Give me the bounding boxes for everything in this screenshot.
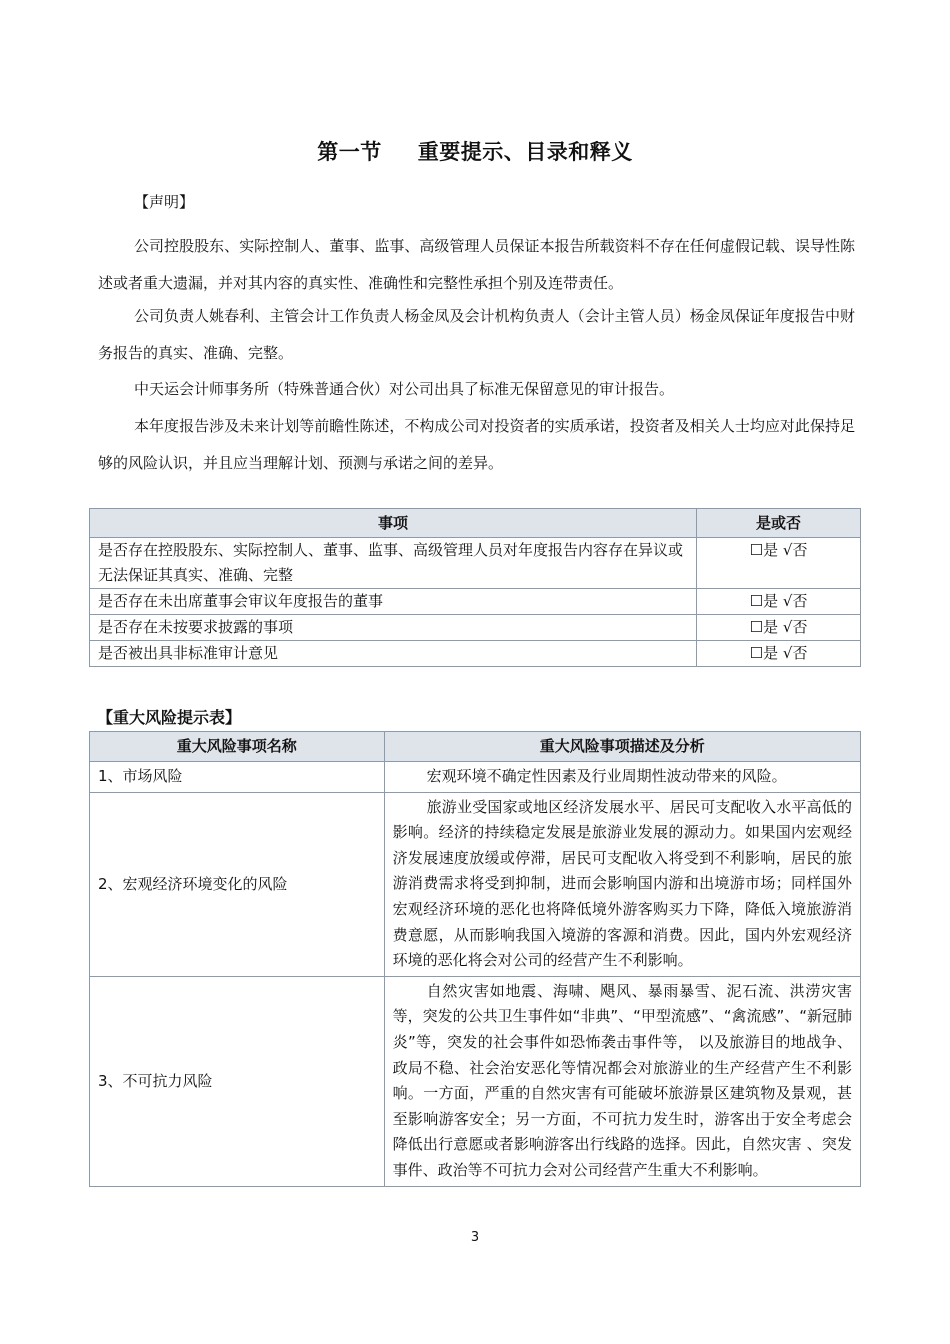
risk-name: 1、市场风险 (90, 762, 385, 793)
column-header-item: 事项 (90, 509, 697, 538)
matter-item: 是否存在未出席董事会审议年度报告的董事 (90, 589, 697, 615)
column-header-risk-name: 重大风险事项名称 (90, 732, 385, 762)
declaration-paragraph: 公司控股股东、实际控制人、董事、监事、高级管理人员保证本报告所载资料不存在任何虚假记载、误导性陈述或者重大遗漏，并对其内容的真实性、准确性和完整性承担个别及连带责任。 (98, 237, 855, 292)
table-row (90, 792, 861, 976)
matter-answer: ☐是 √否 (697, 589, 861, 615)
declaration-heading: 【声明】 (134, 193, 195, 211)
table-header-row (90, 732, 861, 762)
column-header-answer: 是或否 (697, 509, 861, 538)
table-row (90, 641, 861, 667)
risk-description: 旅游业受国家或地区经济发展水平、居民可支配收入水平高低的影响。经济的持续稳定发展是旅游业发展的源动力。如果国内宏观经济发展速度放缓或停滞，居民可支配收入将受到不利影响，居民的旅游消费需求将受到抑制，进而会影响国内游和出境游市场；同样国外宏观经济环境的恶化也将降低境外游客购买力下降，降低入境旅游消费意愿，从而影响我国入境游的客源和消费。因此，国内外宏观经济环境的恶化将会对公司的经营产生不利影响。 (384, 792, 860, 976)
risk-name: 2、宏观经济环境变化的风险 (90, 792, 385, 976)
declaration-paragraph: 公司负责人姚春利、主管会计工作负责人杨金凤及会计机构负责人（会计主管人员）杨金凤保证年度报告中财务报告的真实、准确、完整。 (98, 307, 855, 362)
declaration-paragraph: 中天运会计师事务所（特殊普通合伙）对公司出具了标准无保留意见的审计报告。 (134, 380, 675, 398)
declaration-paragraph: 本年度报告涉及未来计划等前瞻性陈述，不构成公司对投资者的实质承诺，投资者及相关人士均应对此保持足够的风险认识，并且应当理解计划、预测与承诺之间的差异。 (98, 417, 855, 472)
matters-table (89, 508, 861, 667)
matter-answer: ☐是 √否 (697, 538, 861, 589)
section-label: 第一节 (317, 140, 382, 164)
risk-name: 3、不可抗力风险 (90, 976, 385, 1186)
matter-item: 是否存在未按要求披露的事项 (90, 615, 697, 641)
table-row (90, 615, 861, 641)
column-header-risk-desc: 重大风险事项描述及分析 (384, 732, 860, 762)
risk-table-heading: 【重大风险提示表】 (97, 708, 242, 727)
risk-table (89, 731, 861, 1187)
table-row (90, 538, 861, 589)
table-header-row (90, 509, 861, 538)
matter-answer: ☐是 √否 (697, 615, 861, 641)
table-row (90, 762, 861, 793)
matter-answer: ☐是 √否 (697, 641, 861, 667)
table-row (90, 589, 861, 615)
table-row (90, 976, 861, 1186)
section-title (0, 136, 950, 166)
page-number: 3 (470, 1230, 480, 1245)
matter-item: 是否存在控股股东、实际控制人、董事、监事、高级管理人员对年度报告内容存在异议或无法保证其真实、准确、完整 (90, 538, 697, 589)
risk-description: 自然灾害如地震、海啸、飓风、暴雨暴雪、泥石流、洪涝灾害等，突发的公共卫生事件如“非典”、“甲型流感”、“禽流感”、“新冠肺炎”等，突发的社会事件如恐怖袭击事件等， 以及旅游目的地战争、政局不稳、社会治安恶化等情况都会对旅游业的生产经营产生不利影响。一方面，严重的自然灾害有可能破坏旅游景区建筑物及景观，甚至影响游客安全；另一方面，不可抗力发生时，游客出于安全考虑会降低出行意愿或者影响游客出行线路的选择。因此，自然灾害 、突发事件、政治等不可抗力会对公司经营产生重大不利影响。 (384, 976, 860, 1186)
section-heading: 重要提示、目录和释义 (417, 140, 633, 164)
risk-description: 宏观环境不确定性因素及行业周期性波动带来的风险。 (384, 762, 860, 793)
matter-item: 是否被出具非标准审计意见 (90, 641, 697, 667)
